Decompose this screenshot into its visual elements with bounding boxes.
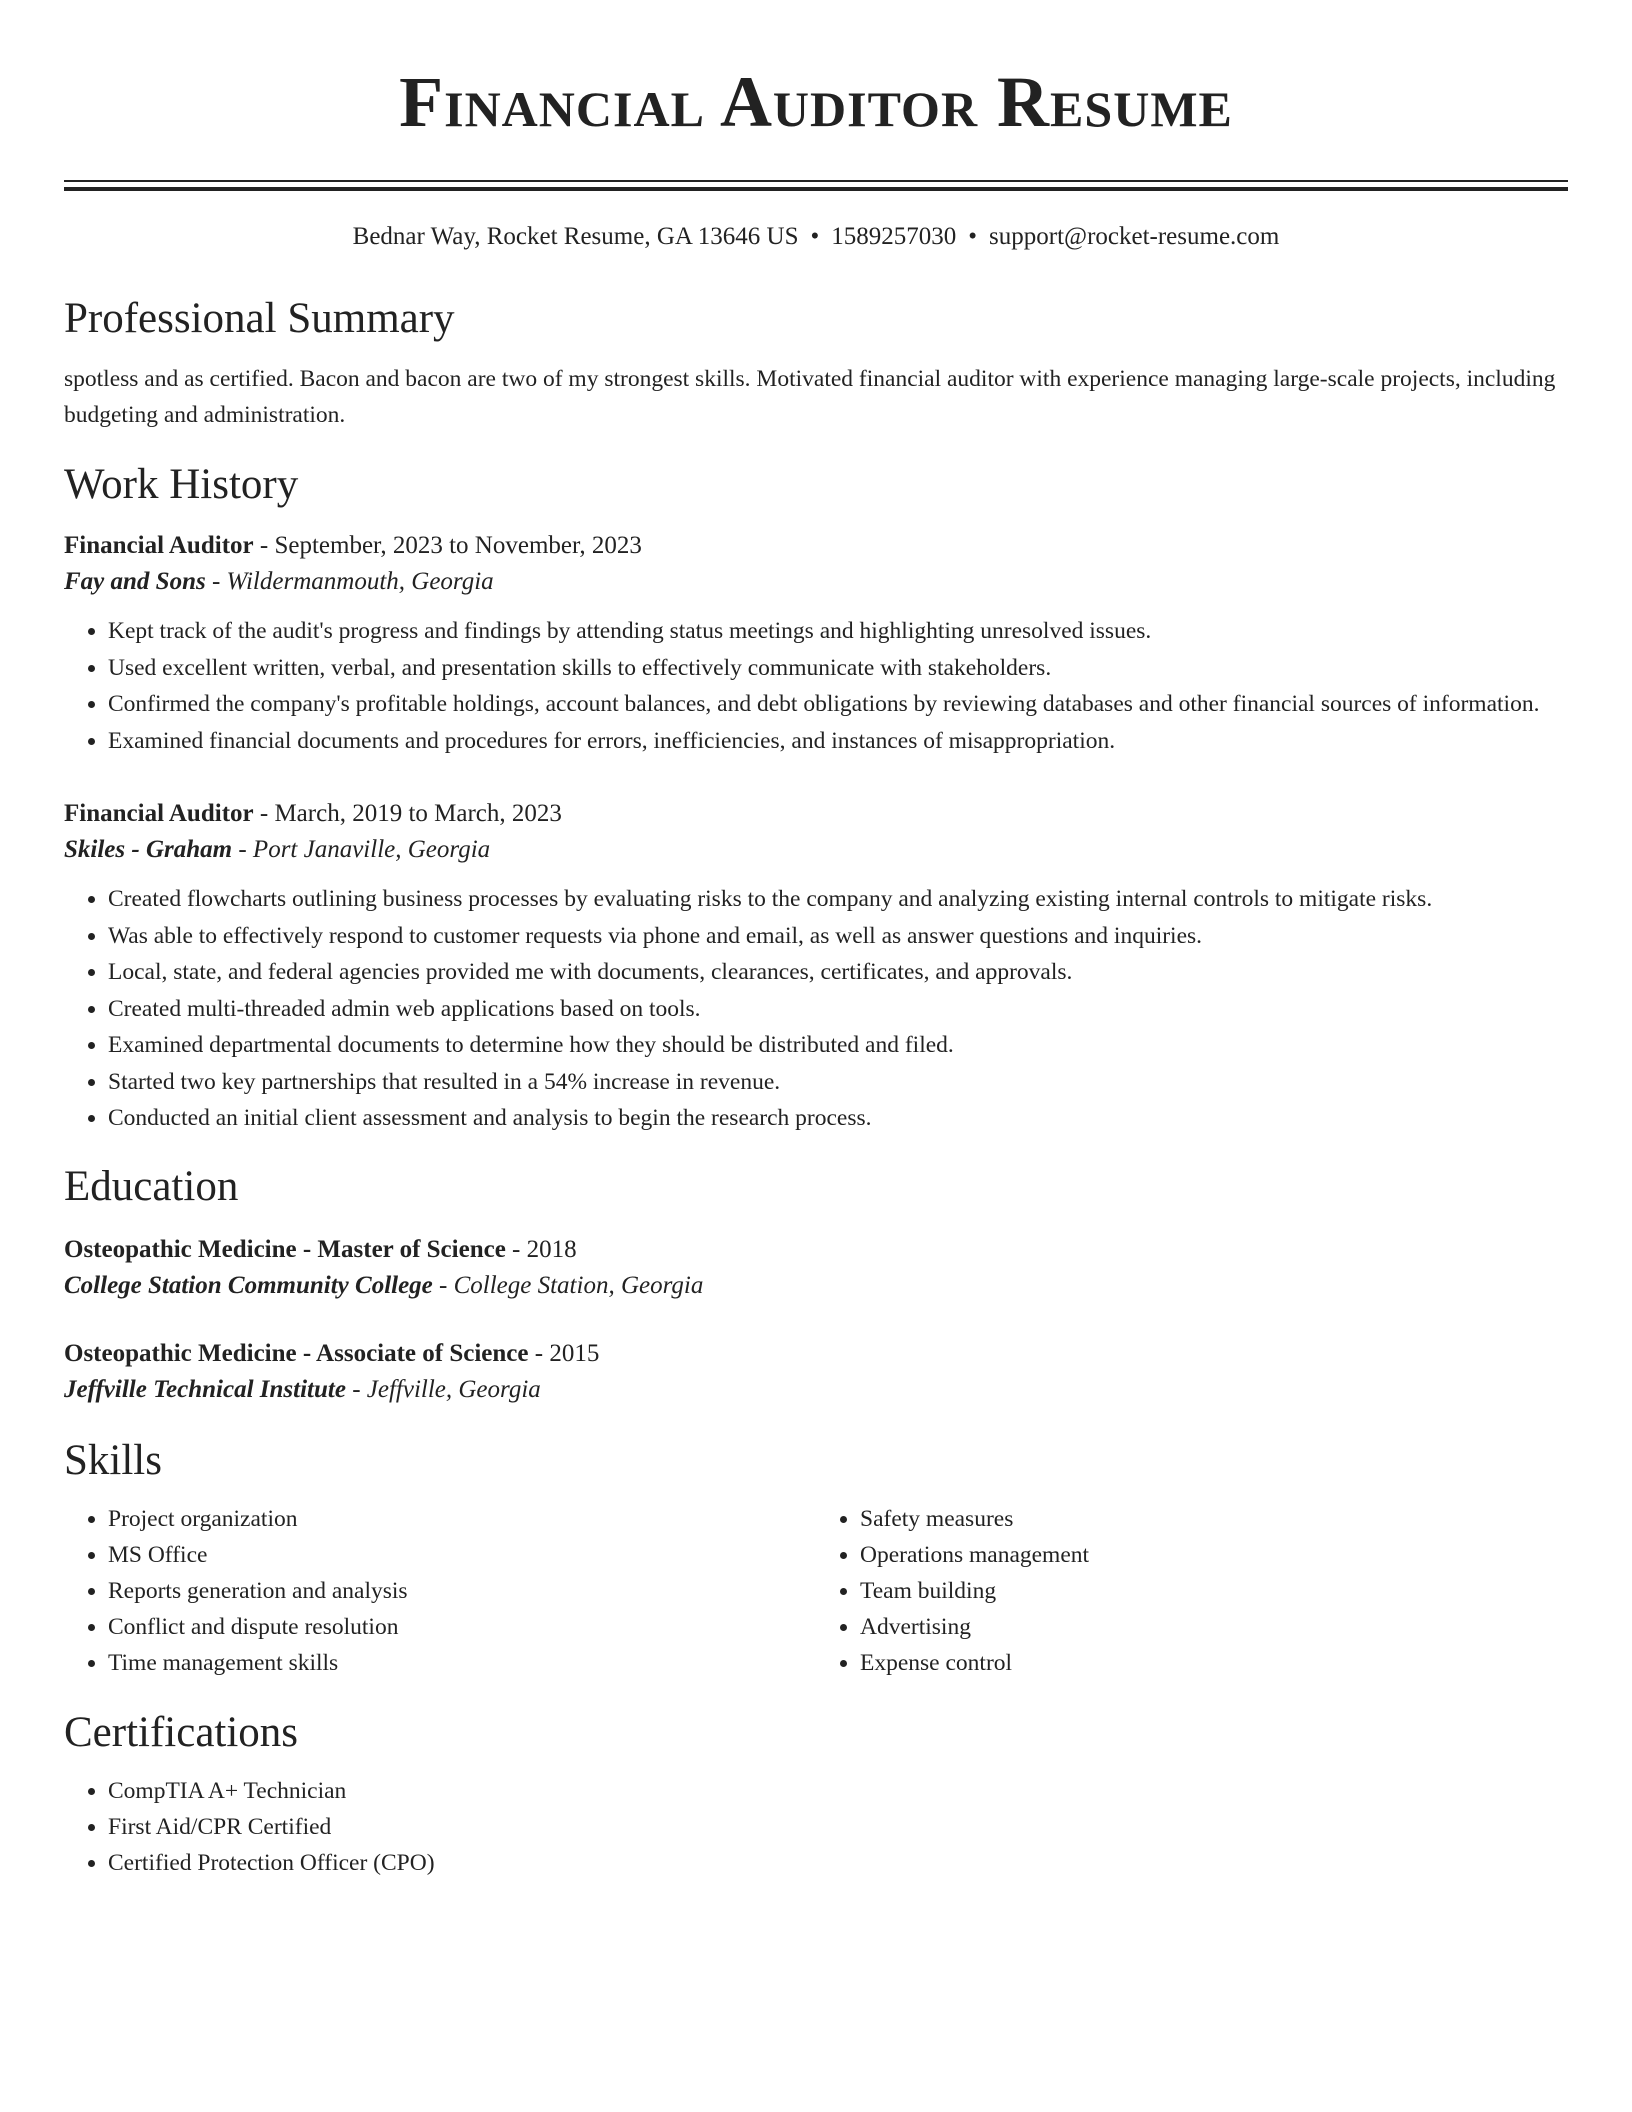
degree: Osteopathic Medicine - Associate of Science <box>64 1339 529 1367</box>
skill-item: • Operations management <box>860 1537 1568 1573</box>
certification-item: • CompTIA A+ Technician <box>108 1773 1568 1809</box>
list-item: • Kept track of the audit's progress and findings by attending status meetings and highlighting unresolved issues. <box>108 613 1568 650</box>
summary-section <box>64 293 1568 433</box>
certifications-list <box>64 1773 1568 1881</box>
list-item: • Started two key partnerships that resulted in a 54% increase in revenue. <box>108 1064 1568 1101</box>
certification-item: • Certified Protection Officer (CPO) <box>108 1845 1568 1881</box>
degree-line <box>64 1337 1568 1371</box>
skill-item: • Team building <box>860 1573 1568 1609</box>
summary-text: spotless and as certified. Bacon and bacon are two of my strongest skills. Motivated financial auditor with experience managing large-scale projects, including budgeting and administration. <box>64 366 1556 428</box>
school-location: - College Station, Georgia <box>432 1271 704 1299</box>
skill-item: • Expense control <box>860 1645 1568 1681</box>
school-name: Jeffville Technical Institute <box>64 1375 346 1403</box>
graduation-year: - 2018 <box>505 1235 577 1263</box>
skills-list-left <box>64 1501 816 1681</box>
skill-item: • Time management skills <box>108 1645 816 1681</box>
list-item: • Created multi-threaded admin web applications based on tools. <box>108 991 1568 1028</box>
graduation-year: - 2015 <box>528 1339 600 1367</box>
contact-email: support@rocket-resume.com <box>989 223 1280 250</box>
contact-phone: 1589257030 <box>831 223 957 250</box>
list-item: • Examined departmental documents to determine how they should be distributed and filed. <box>108 1027 1568 1064</box>
list-item: • Was able to effectively respond to customer requests via phone and email, as well as answer questions and inquiries. <box>108 918 1568 955</box>
skill-item: • Safety measures <box>860 1501 1568 1537</box>
job-company-line <box>64 831 1568 869</box>
skill-item: • Reports generation and analysis <box>108 1573 816 1609</box>
job-location: - Port Janaville, Georgia <box>232 836 491 863</box>
certification-item: • First Aid/CPR Certified <box>108 1809 1568 1845</box>
skill-item: • Project organization <box>108 1501 816 1537</box>
job-title: Financial Auditor <box>64 800 254 827</box>
school-name: College Station Community College <box>64 1271 433 1299</box>
job-entry <box>64 797 1568 1137</box>
job-company: Fay and Sons <box>64 568 206 595</box>
skills-section <box>64 1435 1568 1681</box>
list-item: • Examined financial documents and procedures for errors, inefficiencies, and instances of misappropriation. <box>108 723 1568 760</box>
list-item: • Used excellent written, verbal, and presentation skills to effectively communicate with stakeholders. <box>108 650 1568 687</box>
title-divider <box>64 180 1568 191</box>
contact-address: Bednar Way, Rocket Resume, GA 13646 US <box>352 223 799 250</box>
summary-heading: Professional Summary <box>64 295 455 342</box>
education-section <box>64 1161 1568 1409</box>
job-title-line <box>64 529 1568 563</box>
contact-separator: • <box>968 223 978 250</box>
job-bullets <box>64 613 1568 759</box>
school-location: - Jeffville, Georgia <box>345 1375 541 1403</box>
job-bullets <box>64 881 1568 1137</box>
school-line <box>64 1371 1568 1409</box>
education-entry <box>64 1233 1568 1305</box>
certifications-section <box>64 1707 1568 1881</box>
job-dates: - March, 2019 to March, 2023 <box>253 800 562 827</box>
list-item: • Local, state, and federal agencies provided me with documents, clearances, certificates, and approvals. <box>108 954 1568 991</box>
skill-item: • Conflict and dispute resolution <box>108 1609 816 1645</box>
certifications-heading: Certifications <box>64 1708 299 1756</box>
list-item: • Confirmed the company's profitable holdings, account balances, and debt obligations by reviewing databases and other financial sources of information. <box>108 686 1568 723</box>
job-location: - Wildermanmouth, Georgia <box>205 568 494 595</box>
list-item: • Conducted an initial client assessment and analysis to begin the research process. <box>108 1100 1568 1137</box>
degree-line <box>64 1233 1568 1267</box>
school-line <box>64 1267 1568 1305</box>
contact-separator: • <box>810 223 820 250</box>
contact-line <box>64 221 1568 253</box>
job-company-line <box>64 563 1568 601</box>
page-title: Financial Auditor Resume <box>399 62 1233 142</box>
skills-heading: Skills <box>64 1436 162 1484</box>
education-heading: Education <box>64 1162 239 1210</box>
job-dates: - September, 2023 to November, 2023 <box>253 532 642 559</box>
skill-item: • MS Office <box>108 1537 816 1573</box>
list-item: • Created flowcharts outlining business processes by evaluating risks to the company and analyzing existing internal controls to mitigate risks. <box>108 881 1568 918</box>
skill-item: • Advertising <box>860 1609 1568 1645</box>
job-title: Financial Auditor <box>64 532 254 559</box>
work-history-heading: Work History <box>64 461 299 508</box>
degree: Osteopathic Medicine - Master of Science <box>64 1235 506 1263</box>
job-entry <box>64 529 1568 759</box>
skills-grid <box>64 1501 1568 1681</box>
education-entry <box>64 1337 1568 1409</box>
job-company: Skiles - Graham <box>64 836 233 863</box>
work-history-section <box>64 459 1568 1137</box>
skills-list-right <box>816 1501 1568 1681</box>
job-title-line <box>64 797 1568 831</box>
